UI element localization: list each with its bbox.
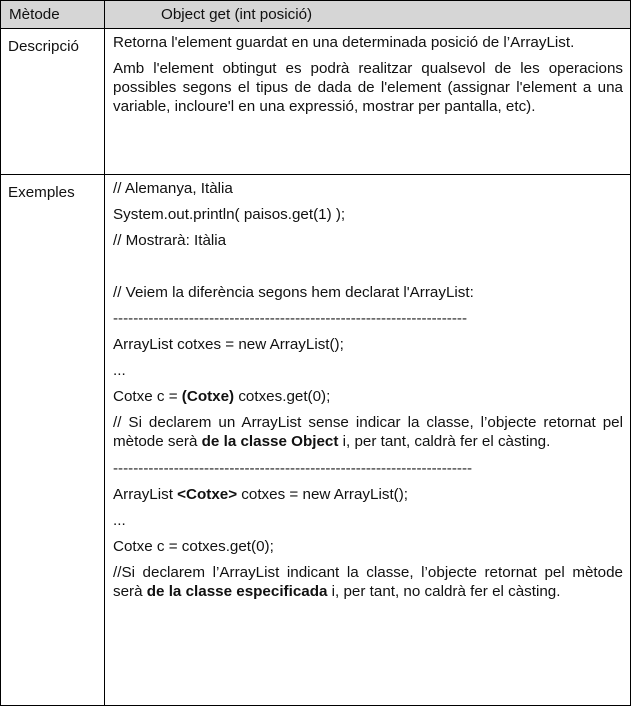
note-object-class-pre: // Si declarem un ArrayList sense indicar la classe, l’objecte retornat pel mètode serà bbox=[113, 414, 623, 450]
code-cast-get-pre: Cotxe c = bbox=[113, 388, 182, 405]
header-method-label: Mètode bbox=[1, 1, 105, 29]
code-cast-get bbox=[113, 387, 623, 406]
separator-line-1: ---------------------------------------------------------------------- bbox=[113, 310, 468, 327]
description-content bbox=[105, 29, 631, 175]
code-cast-get-post: cotxes.get(0); bbox=[234, 388, 331, 405]
description-paragraph-1: Retorna l'element guardat en una determinada posició de l’ArrayList. bbox=[113, 34, 575, 51]
note-specified-class-bold: de la classe especificada bbox=[146, 583, 328, 600]
code-arraylist-generic bbox=[113, 485, 623, 504]
description-row bbox=[1, 29, 631, 175]
header-method-signature: Object get (int posició) bbox=[105, 1, 631, 29]
note-object-class bbox=[113, 413, 623, 451]
examples-content bbox=[105, 175, 631, 706]
code-ellipsis-2: ... bbox=[113, 512, 126, 529]
code-arraylist-generic-post: cotxes = new ArrayList(); bbox=[237, 486, 408, 503]
note-specified-class-pre: //Si declarem l’ArrayList indicant la classe, l’objecte retornat pel mètode serà bbox=[113, 564, 623, 600]
code-arraylist-raw: ArrayList cotxes = new ArrayList(); bbox=[113, 336, 344, 353]
note-specified-class bbox=[113, 563, 623, 601]
description-label: Descripció bbox=[1, 29, 105, 175]
code-get-nocast: Cotxe c = cotxes.get(0); bbox=[113, 538, 274, 555]
header-row bbox=[1, 1, 631, 29]
note-object-class-bold: de la classe Object bbox=[201, 433, 339, 450]
code-comment-countries: // Alemanya, Itàlia bbox=[113, 180, 233, 197]
note-object-class-post: i, per tant, caldrà fer el càsting. bbox=[338, 433, 551, 450]
code-arraylist-generic-pre: ArrayList bbox=[113, 486, 178, 503]
description-paragraph-2: Amb l'element obtingut es podrà realitzar qualsevol de les operacions possibles segons el tipus de dada de l'element (assignar l'element a una variable, incloure'l en una expressió, mostrar per pantalla, etc). bbox=[113, 60, 623, 115]
code-println: System.out.println( paisos.get(1) ); bbox=[113, 206, 346, 223]
separator-line-2: ----------------------------------------------------------------------- bbox=[113, 460, 473, 477]
examples-row bbox=[1, 175, 631, 706]
examples-label: Exemples bbox=[1, 175, 105, 706]
code-comment-output: // Mostrarà: Itàlia bbox=[113, 232, 227, 249]
code-cast-get-bold: (Cotxe) bbox=[181, 388, 235, 405]
code-ellipsis-1: ... bbox=[113, 362, 126, 379]
note-specified-class-post: i, per tant, no caldrà fer el càsting. bbox=[327, 583, 561, 600]
code-comment-difference: // Veiem la diferència segons hem declarat l'ArrayList: bbox=[113, 284, 474, 301]
code-arraylist-generic-bold: <Cotxe> bbox=[177, 486, 238, 503]
